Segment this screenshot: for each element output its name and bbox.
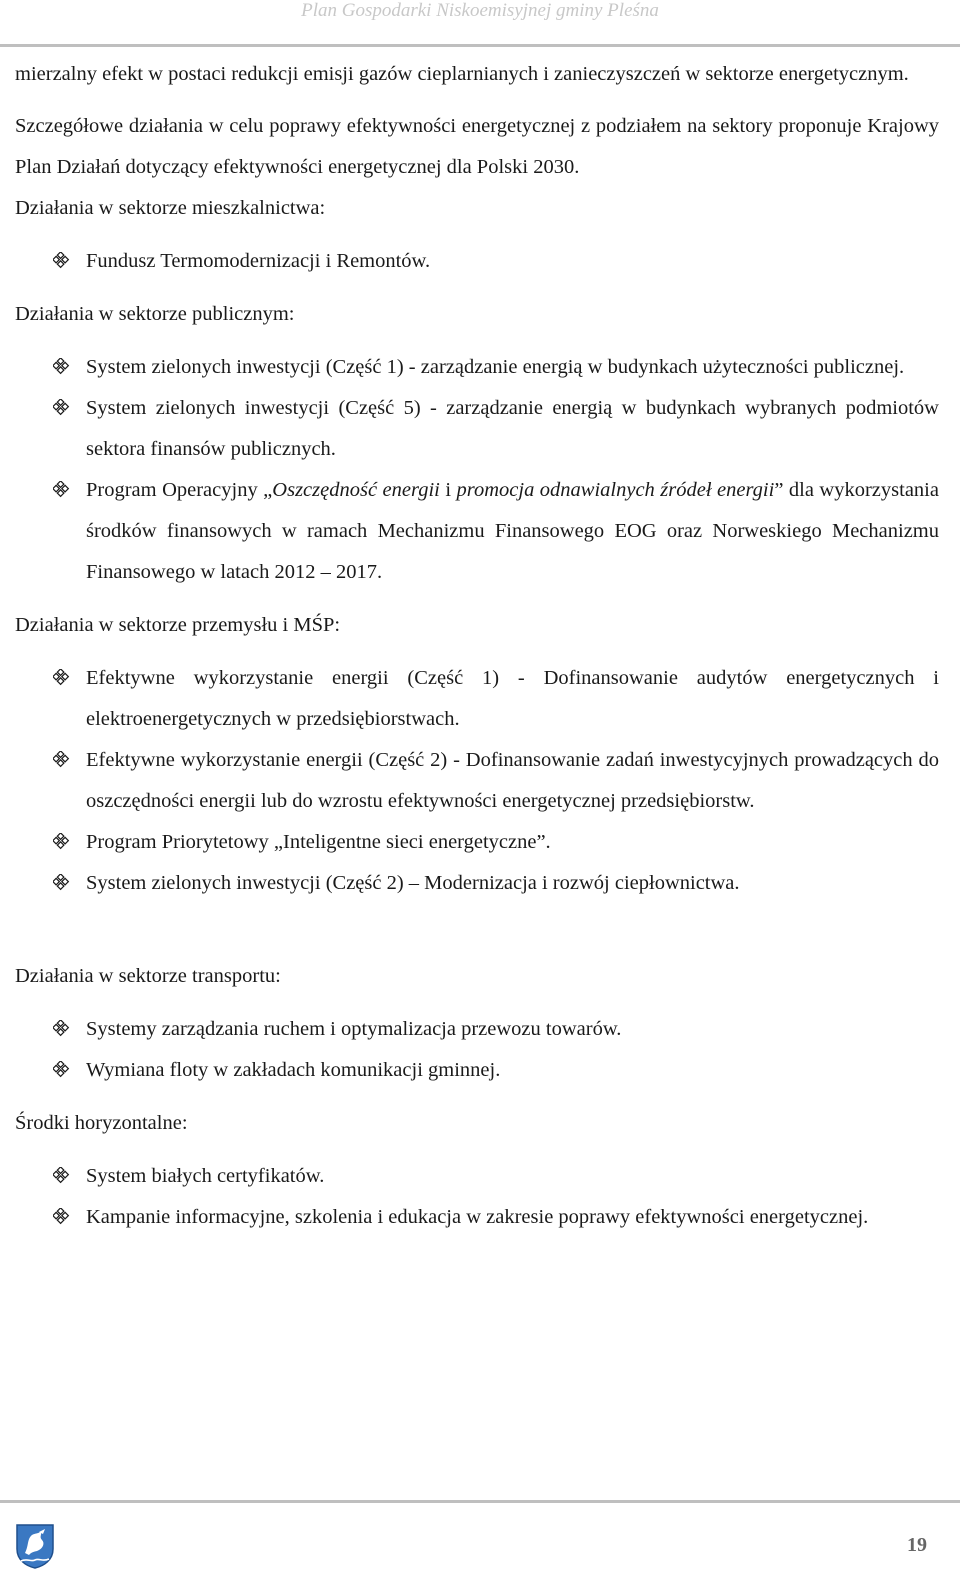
list-item: System zielonych inwestycji (Część 5) - zarządzanie energią w budynkach wybranych podmiotów sektora finansów publicznych. bbox=[15, 388, 939, 470]
page-number: 19 bbox=[907, 1534, 927, 1556]
diamond-bullet-icon bbox=[53, 1061, 71, 1079]
list-item: Fundusz Termomodernizacji i Remontów. bbox=[15, 241, 939, 282]
page-header bbox=[0, 0, 960, 47]
section-heading-horizontal: Środki horyzontalne: bbox=[15, 1112, 188, 1134]
list-item-program: Program Operacyjny „Oszczędność energii i promocja odnawialnych źródeł energii” dla wykorzystania środków finansowych w ramach Mechanizmu Finansowego EOG oraz Norweskiego Mechanizmu Finansowego w latach 2012 – 2017. bbox=[15, 470, 939, 593]
list-item: System zielonych inwestycji (Część 1) - zarządzanie energią w budynkach użyteczności publicznej. bbox=[15, 347, 939, 388]
header-title: Plan Gospodarki Niskoemisyjnej gminy Pleśna bbox=[301, 0, 659, 21]
list-item: Wymiana floty w zakładach komunikacji gminnej. bbox=[15, 1050, 939, 1091]
horizontal-list bbox=[15, 1156, 939, 1238]
page-footer bbox=[0, 1500, 960, 1574]
list-item: Efektywne wykorzystanie energii (Część 2) - Dofinansowanie zadań inwestycyjnych prowadzących do oszczędności energii lub do wzrostu efektywności energetycznej przedsiębiorstw. bbox=[15, 740, 939, 822]
diamond-bullet-icon bbox=[53, 252, 71, 270]
diamond-bullet-icon bbox=[53, 874, 71, 892]
industry-list bbox=[15, 658, 939, 904]
diamond-bullet-icon bbox=[53, 669, 71, 687]
intro-paragraph-1: mierzalny efekt w postaci redukcji emisji gazów cieplarnianych i zanieczyszczeń w sektorze energetycznym. bbox=[15, 63, 909, 85]
public-list bbox=[15, 347, 939, 593]
residential-list bbox=[15, 241, 939, 282]
diamond-bullet-icon bbox=[53, 1167, 71, 1185]
spacer bbox=[15, 916, 939, 956]
list-item: Systemy zarządzania ruchem i optymalizacja przewozu towarów. bbox=[15, 1009, 939, 1050]
diamond-bullet-icon bbox=[53, 1208, 71, 1226]
intro-paragraph-2: Szczegółowe działania w celu poprawy efektywności energetycznej z podziałem na sektory proponuje Krajowy Plan Działań dotyczący efektywności energetycznej dla Polski 2030. bbox=[15, 115, 939, 178]
section-heading-residential: Działania w sektorze mieszkalnictwa: bbox=[15, 197, 326, 219]
section-heading-public: Działania w sektorze publicznym: bbox=[15, 303, 295, 325]
diamond-bullet-icon bbox=[53, 833, 71, 851]
diamond-bullet-icon bbox=[53, 358, 71, 376]
diamond-bullet-icon bbox=[53, 481, 71, 499]
section-heading-industry: Działania w sektorze przemysłu i MŚP: bbox=[15, 614, 341, 636]
coat-of-arms-icon bbox=[15, 1523, 55, 1569]
list-item: Kampanie informacyjne, szkolenia i edukacja w zakresie poprawy efektywności energetycznej. bbox=[15, 1197, 939, 1238]
diamond-bullet-icon bbox=[53, 399, 71, 417]
page-content bbox=[15, 54, 939, 1250]
transport-list bbox=[15, 1009, 939, 1091]
diamond-bullet-icon bbox=[53, 1020, 71, 1038]
section-heading-transport: Działania w sektorze transportu: bbox=[15, 965, 281, 987]
list-item: System białych certyfikatów. bbox=[15, 1156, 939, 1197]
diamond-bullet-icon bbox=[53, 751, 71, 769]
list-item: Efektywne wykorzystanie energii (Część 1) - Dofinansowanie audytów energetycznych i elektroenergetycznych w przedsiębiorstwach. bbox=[15, 658, 939, 740]
list-item: Program Priorytetowy „Inteligentne sieci energetyczne”. bbox=[15, 822, 939, 863]
list-item: System zielonych inwestycji (Część 2) – Modernizacja i rozwój ciepłownictwa. bbox=[15, 863, 939, 904]
